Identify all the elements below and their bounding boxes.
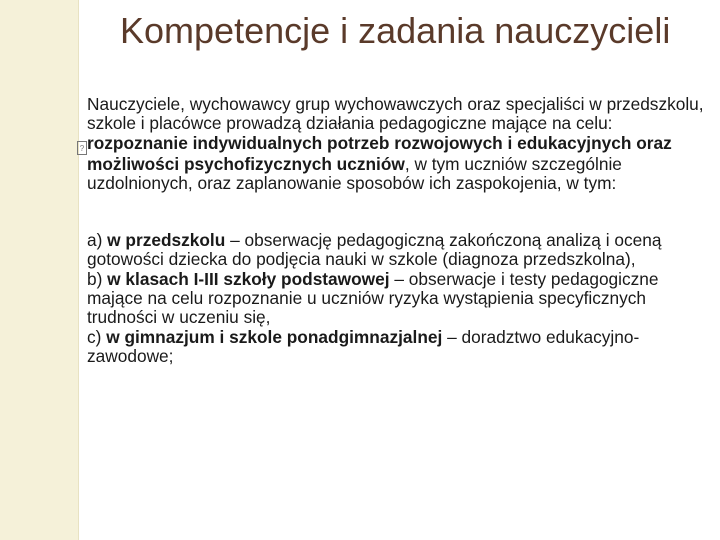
item-prefix: b) <box>87 268 108 289</box>
item-bold-text: w gimnazjum i szkole ponadgimnazjalnej <box>106 326 443 347</box>
slide-title: Kompetencje i zadania nauczycieli <box>120 10 671 51</box>
item-rest-text: – obserwację pedagogiczną zakończoną analizą i oceną gotowości dziecka do podjęcia nauki w szkole (diagnoza przedszkolna), <box>87 230 662 270</box>
slide-body <box>79 94 712 366</box>
spacer <box>87 193 712 231</box>
intro-paragraph: Nauczyciele, wychowawcy grup wychowawczych oraz specjaliści w przedszkolu, szkole i placówce prowadzą działania pedagogiczne mające na celu: <box>87 94 704 134</box>
item-bold-text: w przedszkolu <box>107 230 226 251</box>
list-item-b <box>87 270 712 328</box>
item-prefix: c) <box>87 326 107 347</box>
missing-glyph-bullet-icon: ? <box>77 141 87 155</box>
side-decoration-band <box>0 0 79 540</box>
item-rest-text: – obserwacje i testy pedagogiczne mające na celu rozpoznanie u uczniów ryzyka wystąpienia specyficznych trudności w uczeniu się, <box>87 268 659 328</box>
bullet-bold-text: rozpoznanie indywidualnych potrzeb rozwojowych i edukacyjnych oraz możliwości psychofizycznych uczniów <box>87 132 672 174</box>
item-bold-text: w klasach I-III szkoły podstawowej <box>107 268 390 289</box>
list-item-a <box>87 231 712 270</box>
list-item-c <box>87 328 712 367</box>
bullet-paragraph <box>79 132 712 194</box>
bullet-rest-text: , w tym uczniów szczególnie uzdolnionych, oraz zaplanowanie sposobów ich zaspokojenia, w tym: <box>87 153 622 193</box>
item-prefix: a) <box>87 230 108 251</box>
item-rest-text: – doradztwo edukacyjno-zawodowe; <box>87 326 640 366</box>
